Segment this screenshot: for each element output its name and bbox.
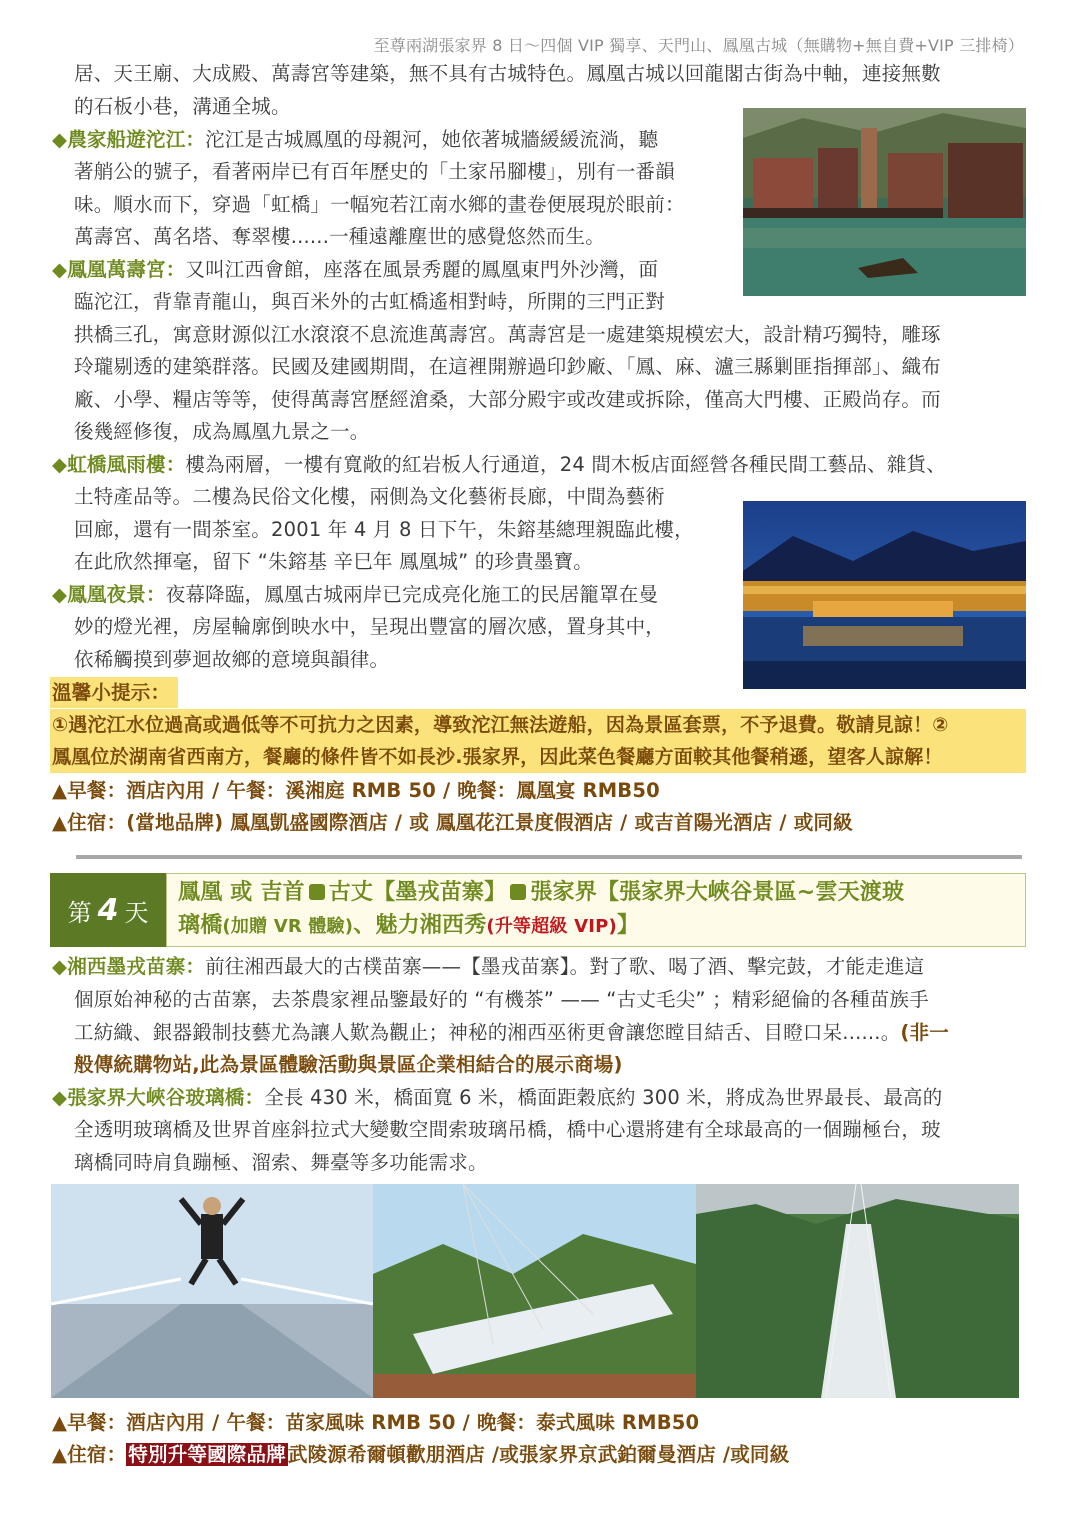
diamond-bullet-icon: ◆	[52, 583, 68, 606]
temple-line-4: 玲瓏剔透的建築群落。民國及建國期間，在這裡開辦過印鈔廠、「鳳、麻、瀘三縣剿匪指揮部」、織布	[74, 355, 942, 378]
boat-line-4: 萬壽宮、萬名塔、奪翠樓......一種遠離塵世的感覺悠然而生。	[74, 225, 605, 248]
page-header: 至尊兩湖張家界 8 日～四個 VIP 獨享、天門山、鳳凰古城（無購物+無自費+VIP 三排椅）	[373, 36, 1024, 55]
rainbow-line-2: 土特產品等。二樓為民俗文化樓，兩側為文化藝術長廊，中間為藝術	[74, 485, 666, 508]
day-badge: 第 4 天	[50, 873, 166, 947]
miao-line-4: 般傳統購物站,此為景區體驗活動與景區企業相結合的展示商場)	[74, 1053, 623, 1076]
tips-line-2: 鳳凰位於湖南省西南方，餐廳的條件皆不如長沙.張家界，因此菜色餐廳方面較其他餐稍遜，望客人諒解！	[52, 746, 943, 768]
day3-hotel: ▲住宿：(當地品牌) 鳳凰凱盛國際酒店 / 或 鳳凰花江景度假酒店 / 或吉首陽光酒店 / 或同級	[52, 811, 853, 834]
miao-line-3: 工紡織、銀器鍛制技藝尤為讓人歎為觀止；神秘的湘西巫術更會讓您瞠目結舌、目瞪口呆......。(非一	[74, 1021, 949, 1044]
temple-title: 鳳凰萬壽宮：	[67, 258, 186, 281]
rainbow-paragraph-line-1: ◆虹橋風雨樓：樓為兩層，一樓有寬敞的紅岩板人行通道，24 間木板店面經營各種民間工藝品、雜貨、	[52, 453, 946, 476]
intro-line-2: 的石板小巷，溝通全城。	[74, 95, 291, 118]
night-title: 鳳凰夜景：	[67, 583, 166, 606]
diamond-bullet-icon: ◆	[52, 258, 68, 281]
diamond-bullet-icon: ◆	[52, 1086, 68, 1109]
day-title-line-2: 璃橋(加贈 VR 體驗)、魅力湘西秀(升等超級 VIP)】	[178, 913, 640, 938]
bus-icon	[510, 884, 526, 900]
temple-line-3: 拱橋三孔，寓意財源似江水滾滾不息流進萬壽宮。萬壽宮是一處建築規模宏大，設計精巧獨特，雕琢	[74, 323, 941, 346]
diamond-bullet-icon: ◆	[52, 128, 68, 151]
intro-line-1: 居、天王廟、大成殿、萬壽宮等建築，無不具有古城特色。鳳凰古城以回龍閣古街為中軸，連接無數	[74, 62, 941, 85]
photo-glass-bridge-crowd	[373, 1184, 696, 1398]
miao-line-2: 個原始神秘的古苗寨，去茶農家裡品鑒最好的 “有機茶” —— “古丈毛尖” ；精彩絕倫的各種苗族手	[74, 988, 929, 1011]
rainbow-line-4: 在此欣然揮毫，留下 “朱鎔基 辛巳年 鳳凰城” 的珍貴墨寶。	[74, 550, 593, 573]
temple-paragraph-line-1: ◆鳳凰萬壽宮：又叫江西會館，座落在風景秀麗的鳳凰東門外沙灣，面	[52, 258, 659, 281]
photo-phoenix-night	[743, 501, 1026, 689]
tips-line-1: ①遇沱江水位過高或過低等不可抗力之因素，導致沱江無法遊船，因為景區套票，不予退費。敬請見諒！②	[52, 714, 949, 736]
glass-paragraph-line-1: ◆張家界大峽谷玻璃橋：全長 430 米，橋面寬 6 米，橋面距穀底約 300 米，將成為世界最長、最高的	[52, 1086, 943, 1109]
miao-paragraph-line-1: ◆湘西墨戎苗寨：前往湘西最大的古樸苗寨——【墨戎苗寨】。對了歌、喝了酒、擊完鼓，才能走進這	[52, 955, 925, 978]
photo-tuojiang-river	[743, 108, 1026, 296]
rainbow-line-3: 回廊，還有一間茶室。2001 年 4 月 8 日下午，朱鎔基總理親臨此樓，	[74, 518, 694, 541]
photo-glass-bridge-jump	[51, 1184, 373, 1398]
diamond-bullet-icon: ◆	[52, 453, 68, 476]
rainbow-title: 虹橋風雨樓：	[67, 453, 186, 476]
photo-glass-bridge-aerial	[696, 1184, 1019, 1398]
bus-icon	[309, 884, 325, 900]
day4-meals: ▲早餐：酒店內用 / 午餐：苗家風味 RMB 50 / 晚餐：泰式風味 RMB50	[52, 1411, 700, 1434]
glass-line-2: 全透明玻璃橋及世界首座斜拉式大變數空間索玻璃吊橋，橋中心還將建有全球最高的一個蹦極台，玻	[74, 1118, 941, 1141]
miao-title: 湘西墨戎苗寨：	[67, 955, 206, 978]
night-line-3: 依稀觸摸到夢迴故鄉的意境與韻律。	[74, 648, 390, 671]
boat-title: 農家船遊沱江：	[67, 128, 206, 151]
day3-meals: ▲早餐：酒店內用 / 午餐：溪湘庭 RMB 50 / 晚餐：鳳凰宴 RMB50	[52, 779, 660, 802]
glass-title: 張家界大峽谷玻璃橋：	[67, 1086, 265, 1109]
night-paragraph-line-1: ◆鳳凰夜景：夜幕降臨，鳳凰古城兩岸已完成亮化施工的民居籠罩在曼	[52, 583, 659, 606]
temple-line-6: 後幾經修復，成為鳳凰九景之一。	[74, 420, 370, 443]
tips-title: 溫馨小提示：	[52, 681, 171, 704]
night-line-2: 妙的燈光裡，房屋輪廓倒映水中，呈現出豐富的層次感，置身其中，	[74, 615, 666, 638]
diamond-bullet-icon: ◆	[52, 955, 68, 978]
day4-hotel: ▲住宿： 特別升等國際品牌 武陵源希爾頓歡朋酒店 /或張家界京武鉑爾曼酒店 /或同級	[52, 1443, 790, 1466]
temple-line-2: 臨沱江，背靠青龍山，與百米外的古虹橋遙相對峙，所開的三門正對	[74, 290, 666, 313]
day-title-line-1: 鳳凰 或 吉首 古丈【墨戎苗寨】 張家界【張家界大峽谷景區~雲天渡玻	[178, 880, 905, 905]
upgrade-badge: 特別升等國際品牌	[128, 1443, 286, 1466]
temple-line-5: 廠、小學、糧店等等，使得萬壽宮歷經滄桑，大部分殿宇或改建或拆除，僅高大門樓、正殿尚存。而	[74, 388, 941, 411]
boat-line-3: 味。順水而下，穿過「虹橋」一幅宛若江南水鄉的畫卷便展現於眼前：	[74, 193, 685, 216]
boat-line-2: 著艄公的號子，看著兩岸已有百年歷史的「土家吊腳樓」，別有一番韻	[74, 160, 675, 183]
glass-line-3: 璃橋同時肩負蹦極、溜索、舞臺等多功能需求。	[74, 1151, 488, 1174]
boat-paragraph-line-1: ◆農家船遊沱江：沱江是古城鳳凰的母親河，她依著城牆緩緩流淌，聽	[52, 128, 659, 151]
section-divider	[76, 855, 1022, 859]
